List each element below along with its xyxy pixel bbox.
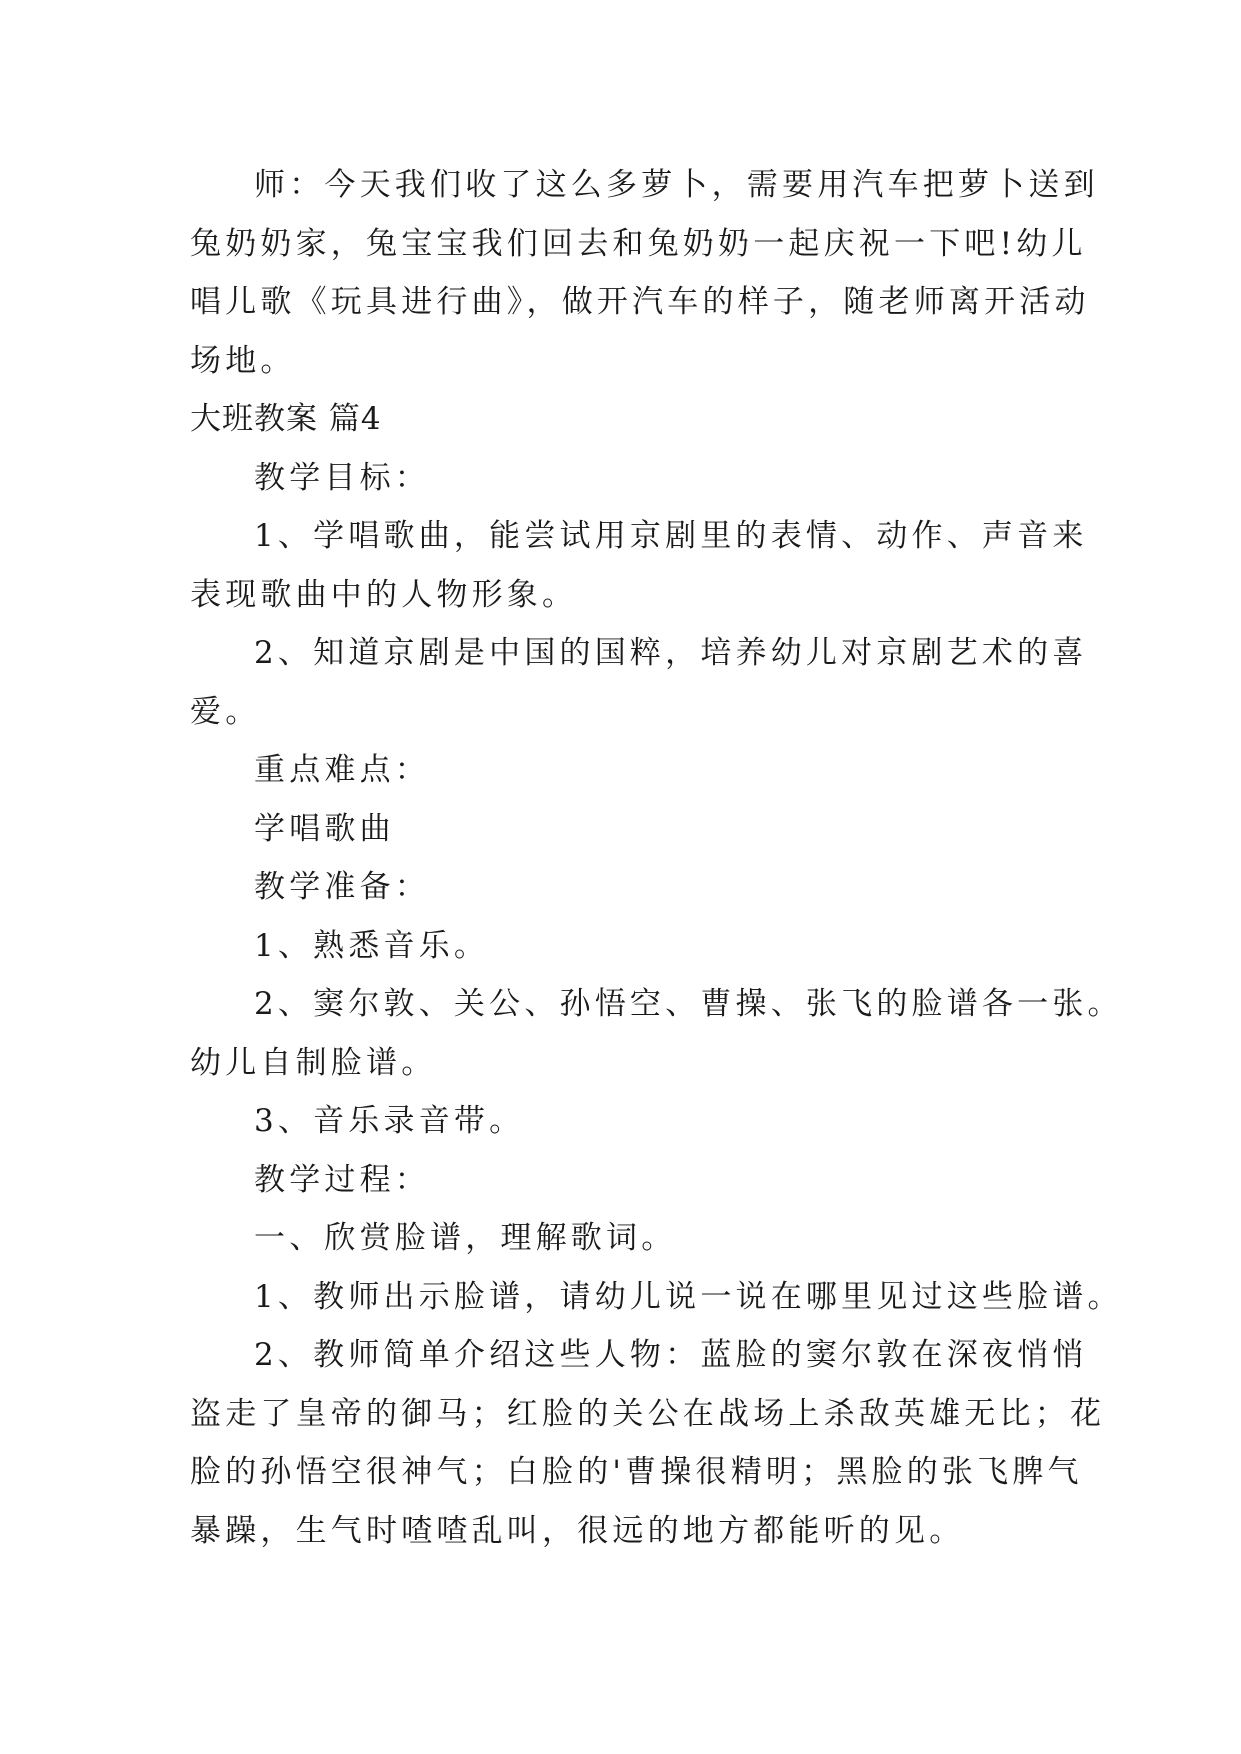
process-item-line: 盗走了皇帝的御马；红脸的关公在战场上杀敌英雄无比；花 (190, 1395, 1106, 1432)
goal-item-line: 爱。 (190, 693, 261, 730)
process-item-line: 2、教师简单介绍这些人物：蓝脸的窦尔敦在深夜悄悄 (254, 1337, 1088, 1373)
preparation-item: 1、熟悉音乐。 (254, 927, 490, 964)
process-item-line: 暴躁，生气时喳喳乱叫，很远的地方都能听的见。 (190, 1512, 965, 1549)
process-item: 1、教师出示脸谱，请幼儿说一说在哪里见过这些脸谱。 (254, 1278, 1123, 1315)
preparation-item: 3、音乐录音带。 (254, 1103, 525, 1139)
key-points-label: 重点难点： (254, 752, 430, 788)
teaching-goals-label: 教学目标： (254, 459, 430, 496)
section-heading: 大班教案 篇4 (190, 401, 382, 437)
goal-item-line: 表现歌曲中的人物形象。 (190, 576, 578, 613)
key-points-text: 学唱歌曲 (254, 810, 395, 847)
paragraph-line: 场地。 (190, 342, 296, 379)
process-label: 教学过程： (254, 1161, 430, 1198)
preparation-item-line: 幼儿自制脸谱。 (190, 1044, 437, 1081)
process-item-line: 脸的孙悟空很神气；白脸的'曹操很精明；黑脸的张飞脾气 (190, 1454, 1083, 1490)
paragraph-line: 兔奶奶家，兔宝宝我们回去和兔奶奶一起庆祝一下吧!幼儿 (190, 225, 1087, 262)
preparation-item-line: 2、窦尔敦、关公、孙悟空、曹操、张飞的脸谱各一张。 (254, 986, 1123, 1022)
process-step: 一、欣赏脸谱，理解歌词。 (254, 1220, 677, 1256)
goal-item-line: 2、知道京剧是中国的国粹，培养幼儿对京剧艺术的喜 (254, 635, 1088, 671)
preparation-label: 教学准备： (254, 869, 430, 905)
paragraph-line: 唱儿歌《玩具进行曲》，做开汽车的样子，随老师离开活动 (190, 284, 1090, 320)
document-body (190, 156, 1123, 1560)
paragraph-line: 师：今天我们收了这么多萝卜，需要用汽车把萝卜送到 (254, 167, 1099, 203)
goal-item-line: 1、学唱歌曲，能尝试用京剧里的表情、动作、声音来 (254, 518, 1088, 554)
